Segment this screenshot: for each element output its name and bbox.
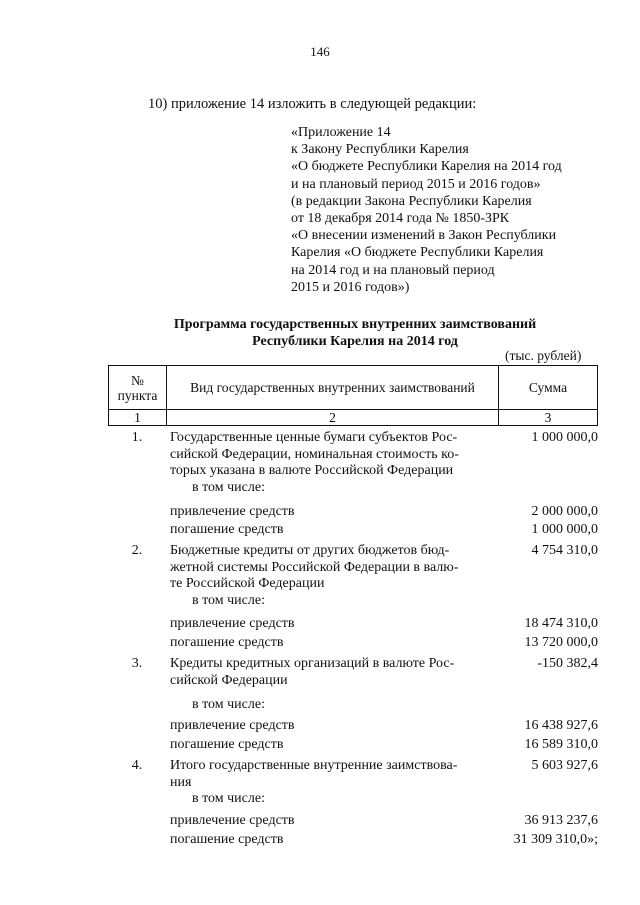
appendix-reference (291, 124, 611, 296)
item-number: 3. (131, 656, 143, 671)
column-number-cell (108, 409, 167, 426)
appendix-line: к Закону Республики Карелия (291, 142, 469, 158)
item-amount: -150 382,4 (537, 656, 598, 671)
item-amount: 2 000 000,0 (531, 504, 598, 519)
item-amount: 16 589 310,0 (524, 737, 598, 752)
item-description: привлечение средств (170, 616, 295, 631)
appendix-line: и на плановый период 2015 и 2016 годов» (291, 176, 541, 192)
item-amount: 1 000 000,0 (531, 522, 598, 537)
column-number-cell (498, 409, 598, 426)
description-line: Итого государственные внутренние заимствова- (170, 758, 458, 773)
units-label: (тыс. рублей) (505, 348, 582, 363)
table-header (108, 365, 598, 426)
item-amount: 13 720 000,0 (524, 635, 598, 650)
program-title-line: Программа государственных внутренних заимствований (173, 317, 537, 332)
appendix-line: на 2014 год и на плановый период (291, 262, 495, 278)
item-description (170, 758, 488, 808)
item-description (170, 697, 488, 714)
item-number: 2. (131, 543, 143, 558)
amendment-intro: 10) приложение 14 изложить в следующей редакции: (148, 96, 477, 112)
program-title (0, 316, 640, 350)
description-line: торых указана в валюте Российской Федерации (170, 463, 454, 478)
description-line: Кредиты кредитных организаций в валюте Рос- (170, 656, 455, 671)
item-description: погашение средств (170, 522, 284, 537)
program-title-line: Республики Карелия на 2014 год (252, 334, 458, 349)
appendix-line: «Приложение 14 (291, 125, 391, 140)
item-description: привлечение средств (170, 504, 295, 519)
description-line: жетной системы Российской Федерации в валю- (170, 559, 459, 575)
page-number: 146 (310, 44, 330, 59)
header-sum-label: Сумма (528, 380, 568, 395)
item-amount: 4 754 310,0 (531, 543, 598, 558)
item-amount: 5 603 927,6 (531, 758, 598, 773)
appendix-line: 2015 и 2016 годов») (291, 279, 410, 295)
including-label: в том числе: (192, 791, 265, 806)
column-number: 2 (329, 410, 336, 425)
item-description: погашение средств (170, 832, 284, 847)
item-amount: 31 309 310,0»; (513, 832, 598, 847)
item-number: 1. (131, 430, 143, 445)
item-number: 4. (131, 758, 143, 773)
appendix-line: «О бюджете Республики Карелия на 2014 год (291, 159, 562, 175)
item-description (170, 543, 488, 609)
item-description: привлечение средств (170, 718, 295, 733)
appendix-line: Карелия «О бюджете Республики Карелия (291, 245, 544, 261)
header-sum-cell (498, 365, 598, 410)
appendix-line: от 18 декабря 2014 года № 1850-ЗРК (291, 211, 510, 227)
description-line: сийской Федерации, номинальная стоимость ко- (170, 446, 459, 462)
item-description (170, 430, 488, 496)
including-label: в том числе: (192, 697, 265, 712)
item-description: привлечение средств (170, 813, 295, 828)
column-number: 3 (544, 410, 552, 425)
appendix-line: (в редакции Закона Республики Карелия (291, 193, 532, 209)
item-amount: 1 000 000,0 (531, 430, 598, 445)
header-type-label: Вид государственных внутренних заимствований (190, 380, 475, 395)
description-line: те Российской Федерации (170, 576, 325, 591)
column-number: 1 (134, 410, 141, 425)
header-num-symbol: № (131, 372, 144, 388)
header-num-cell (108, 365, 167, 410)
header-num-label: пункта (117, 387, 158, 403)
item-description (170, 656, 488, 689)
item-amount: 16 438 927,6 (524, 718, 598, 733)
description-line: сийской Федерации (170, 672, 288, 688)
item-description: погашение средств (170, 737, 284, 752)
including-label: в том числе: (192, 479, 265, 495)
item-amount: 18 474 310,0 (524, 616, 598, 631)
item-amount: 36 913 237,6 (524, 813, 598, 828)
column-number-cell (166, 409, 499, 426)
including-label: в том числе: (192, 592, 265, 608)
appendix-line: «О внесении изменений в Закон Республики (291, 228, 557, 244)
item-description: погашение средств (170, 635, 284, 650)
description-line: ния (170, 774, 192, 790)
header-type-cell (166, 365, 499, 410)
description-line: Бюджетные кредиты от других бюджетов бюд- (170, 543, 450, 558)
description-line: Государственные ценные бумаги субъектов Рос- (170, 430, 458, 445)
